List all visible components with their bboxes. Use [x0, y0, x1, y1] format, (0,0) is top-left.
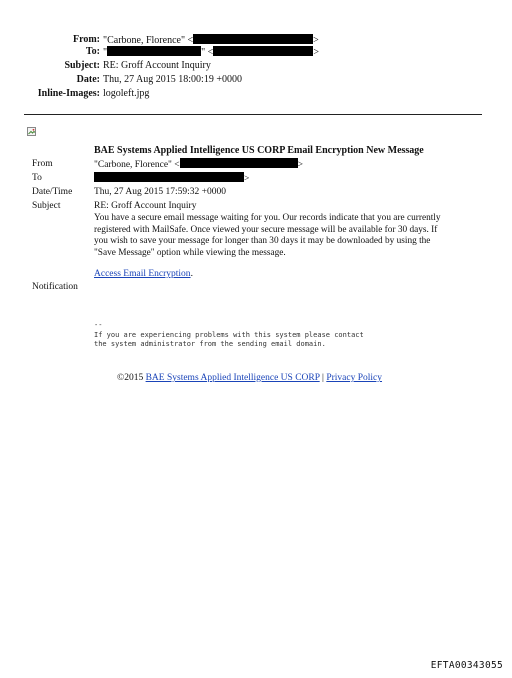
notice-from-value: [94, 158, 303, 171]
notification-label: Notification: [32, 282, 78, 292]
access-email-encryption-link[interactable]: Access Email Encryption: [94, 269, 191, 279]
access-suffix: .: [190, 269, 193, 279]
from-close: >: [313, 35, 319, 46]
copyright-text: ©2015: [117, 373, 146, 383]
signature-separator: --: [94, 321, 103, 329]
company-link[interactable]: BAE Systems Applied Intelligence US CORP: [145, 373, 320, 383]
notice-from-close: >: [297, 160, 304, 170]
signature-line: the system administrator from the sending email domain.: [94, 340, 326, 348]
message-line: You have a secure email message waiting for you. Our records indicate that you are currently: [94, 213, 441, 223]
notice-title: BAE Systems Applied Intelligence US CORP Email Encryption New Message: [94, 145, 424, 156]
notice-datetime-label: Date/Time: [32, 187, 73, 197]
notice-to-label: To: [32, 173, 42, 183]
notice-subject-label: Subject: [32, 201, 61, 211]
notice-datetime-value: Thu, 27 Aug 2015 17:59:32 +0000: [94, 187, 227, 197]
footer-separator: |: [319, 373, 327, 383]
message-line: you wish to save your message for longer than 30 days it may be downloaded by using the: [94, 236, 431, 247]
notice-message-body: [94, 213, 484, 259]
date-label: Date:: [76, 74, 100, 85]
to-mid: " <: [201, 47, 214, 58]
message-line: "Save Message" option while viewing the message.: [94, 247, 286, 258]
redaction-bar: [180, 158, 298, 168]
date-value: Thu, 27 Aug 2015 18:00:19 +0000: [103, 74, 242, 85]
broken-image-icon: [27, 127, 37, 137]
redaction-bar: [213, 46, 313, 56]
from-name: "Carbone, Florence" <: [103, 35, 194, 46]
document-id: EFTA00343055: [430, 660, 503, 671]
from-label: From:: [72, 34, 100, 45]
notice-subject-value: RE: Groff Account Inquiry: [94, 201, 197, 211]
notice-to-close: >: [244, 174, 250, 184]
redaction-bar: [193, 34, 313, 44]
redaction-bar: [94, 172, 244, 182]
subject-label: Subject:: [64, 60, 100, 71]
inline-images-value: logoleft.jpg: [103, 88, 150, 99]
notice-from-label: From: [32, 159, 53, 169]
to-value: [103, 46, 319, 59]
notice-to-value: [94, 172, 249, 185]
signature-line: If you are experiencing problems with this system please contact: [94, 331, 364, 339]
to-close: >: [313, 47, 319, 58]
subject-value: RE: Groff Account Inquiry: [103, 60, 211, 71]
privacy-policy-link[interactable]: Privacy Policy: [326, 373, 383, 383]
header-divider: [24, 114, 482, 115]
to-open: ": [103, 47, 108, 58]
inline-images-label: Inline-Images:: [37, 88, 100, 99]
message-line: registered with MailSafe. Once viewed your secure message will be available for 30 days. If: [94, 224, 438, 235]
redaction-bar: [107, 46, 201, 56]
footer: [117, 372, 382, 384]
access-line: [94, 268, 193, 280]
to-label: To:: [85, 46, 100, 57]
notice-from-name: "Carbone, Florence" <: [94, 160, 180, 170]
